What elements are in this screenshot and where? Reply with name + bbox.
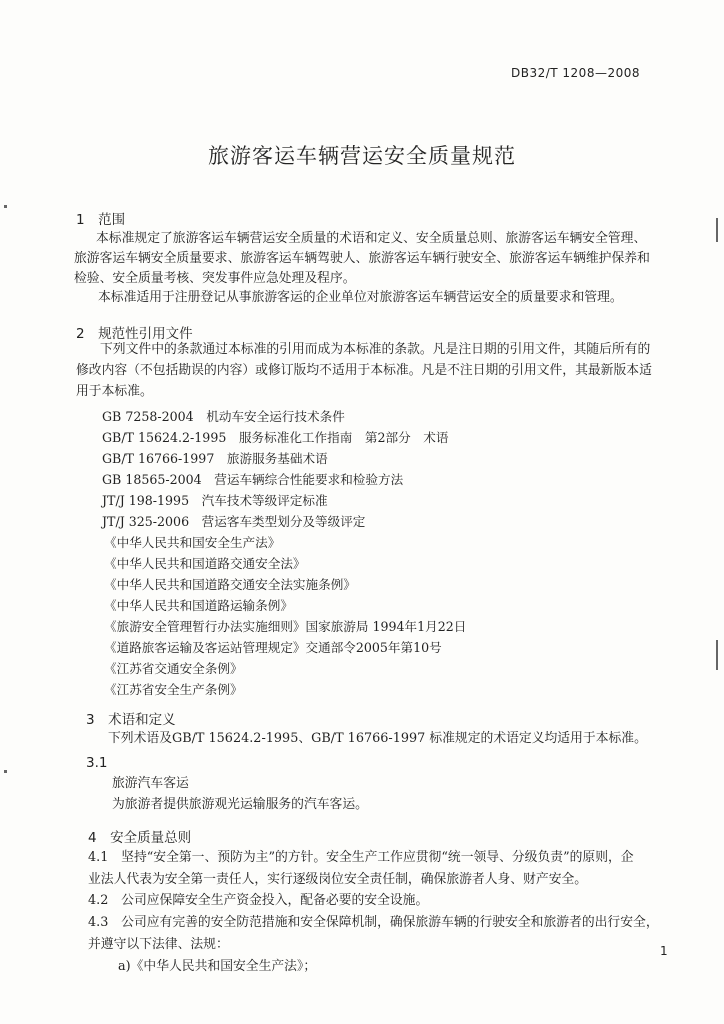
reference-item: GB/T 15624.2-1995 服务标准化工作指南 第2部分 术语 xyxy=(102,430,449,445)
reference-item: JT/J 325-2006 营运客车类型划分及等级评定 xyxy=(102,514,366,529)
reference-item: 《旅游安全管理暂行办法实施细则》国家旅游局 1994年1月22日 xyxy=(104,619,467,634)
clause-4-3: 4.3 公司应有完善的安全防范措施和安全保障机制，确保旅游车辆的行驶安全和旅游者的出行安全， xyxy=(88,915,659,930)
reference-item: JT/J 198-1995 汽车技术等级评定标准 xyxy=(102,493,328,508)
section-2-heading: 2 规范性引用文件 xyxy=(76,326,193,342)
reference-item: 《中华人民共和国道路交通安全法》 xyxy=(104,556,306,571)
section-2-line: 下列文件中的条款通过本标准的引用而成为本标准的条款。凡是注日期的引用文件，其随后所有的 xyxy=(100,342,651,357)
section-1-line: 本标准规定了旅游客运车辆营运安全质量的术语和定义、安全质量总则、旅游客运车辆安全管理、 xyxy=(96,231,647,246)
reference-item: 《中华人民共和国道路交通安全法实施条例》 xyxy=(104,577,356,592)
reference-item: GB 18565-2004 营运车辆综合性能要求和检验方法 xyxy=(102,472,404,487)
section-2-line: 用于本标准。 xyxy=(76,384,153,399)
section-2-line: 修改内容（不包括勘误的内容）或修订版均不适用于本标准。凡是不注日期的引用文件，其最新版本适 xyxy=(76,363,652,378)
scan-speck xyxy=(4,205,7,208)
document-title: 旅游客运车辆营运安全质量规范 xyxy=(208,144,516,168)
clause-4-1-continued: 业法人代表为安全第一责任人，实行逐级岗位安全责任制，确保旅游者人身、财产安全。 xyxy=(88,872,588,887)
term-definition: 为旅游者提供旅游观光运输服务的汽车客运。 xyxy=(112,797,368,812)
reference-item: 《道路旅客运输及客运站管理规定》交通部令2005年第10号 xyxy=(104,640,442,655)
clause-number: 3.1 xyxy=(86,755,108,771)
clause-4-1: 4.1 坚持“安全第一、预防为主”的方针。安全生产工作应贯彻“统一领导、分级负责”的原则，企 xyxy=(88,850,634,865)
section-4-heading: 4 安全质量总则 xyxy=(88,830,192,846)
reference-item: GB/T 16766-1997 旅游服务基础术语 xyxy=(102,451,328,466)
section-3-intro: 下列术语及GB/T 15624.2-1995、GB/T 16766-1997 标准规定的术语定义均适用于本标准。 xyxy=(108,731,647,746)
reference-item: 《中华人民共和国安全生产法》 xyxy=(104,535,281,550)
reference-item: GB 7258-2004 机动车安全运行技术条件 xyxy=(102,409,345,424)
scan-speck xyxy=(716,640,718,670)
reference-item: 《中华人民共和国道路运输条例》 xyxy=(104,598,293,613)
section-1-line: 检验、安全质量考核、突发事件应急处理及程序。 xyxy=(74,271,356,286)
term: 旅游汽车客运 xyxy=(112,776,189,791)
clause-4-2: 4.2 公司应保障安全生产资金投入，配备必要的安全设施。 xyxy=(88,893,429,908)
reference-item: 《江苏省安全生产条例》 xyxy=(104,682,243,697)
list-item-a: a)《中华人民共和国安全生产法》； xyxy=(118,959,317,974)
section-1-line: 本标准适用于注册登记从事旅游客运的企业单位对旅游客运车辆营运安全的质量要求和管理。 xyxy=(98,290,623,305)
scan-speck xyxy=(4,770,7,773)
section-1-heading: 1 范围 xyxy=(76,212,126,228)
section-1-line: 旅游客运车辆安全质量要求、旅游客运车辆驾驶人、旅游客运车辆行驶安全、旅游客运车辆维护保养和 xyxy=(74,251,650,266)
reference-item: 《江苏省交通安全条例》 xyxy=(104,661,243,676)
standard-code: DB32/T 1208—2008 xyxy=(510,66,640,80)
page-number: 1 xyxy=(660,944,668,958)
clause-4-3-continued: 并遵守以下法律、法规： xyxy=(88,937,229,952)
section-3-heading: 3 术语和定义 xyxy=(86,712,176,728)
scan-speck xyxy=(716,218,718,242)
